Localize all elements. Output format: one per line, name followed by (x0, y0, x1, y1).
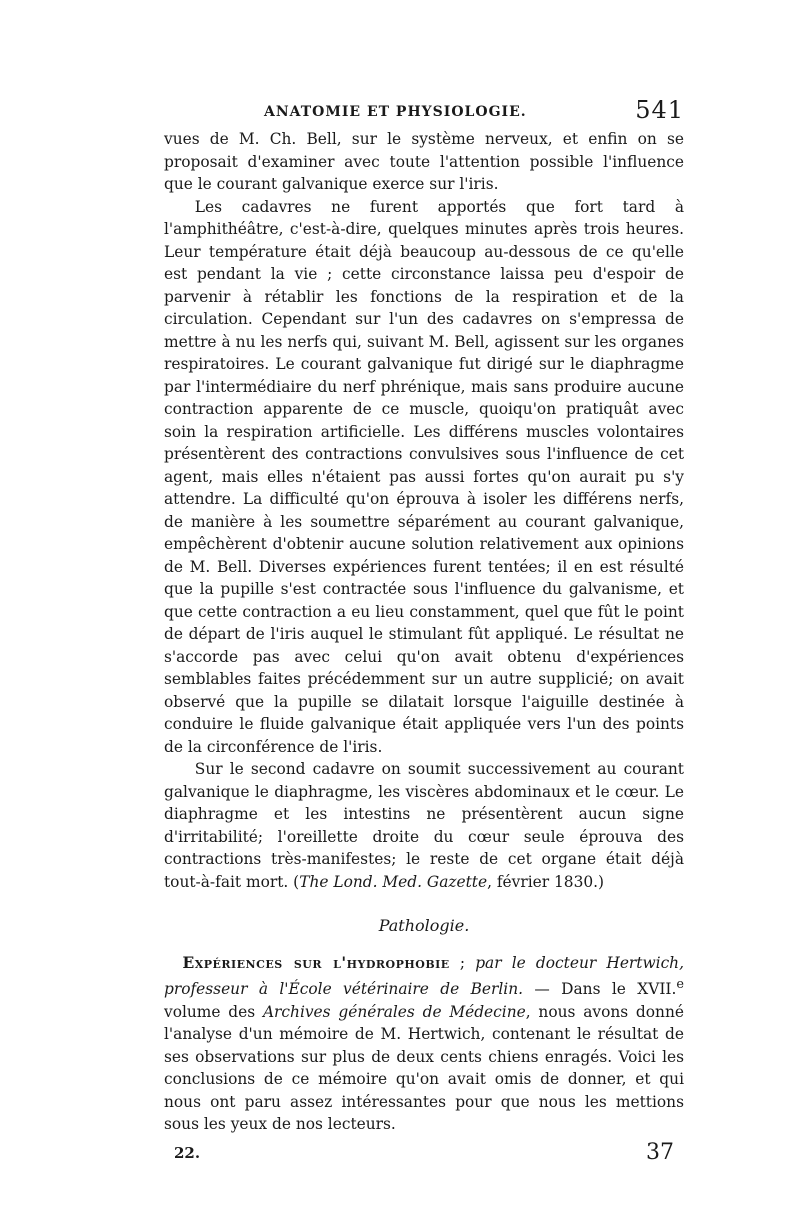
signature-mark: 22. (174, 1143, 201, 1162)
article-byline: par le docteur Hertwich, professeur à l'École vétérinaire de Berlin. (164, 953, 684, 999)
article-title: Expériences sur l'hydrophobie (182, 953, 450, 972)
page-footer (164, 1139, 684, 1170)
citation-date: , février 1830.) (487, 872, 605, 891)
section-title: Pathologie. (378, 916, 470, 935)
article-text: — Dans le XVII. (523, 980, 677, 999)
superscript: e (676, 977, 684, 992)
paragraph (164, 758, 684, 893)
paragraph-text: Sur le second cadavre on soumit successivement au courant galvanique le diaphragme, les viscères abdominaux et le cœur. Le diaphragme et les intestins ne présentèrent aucun signe d'irritabilité; l'oreillette droite du cœur seule éprouva des contractions très-manifestes; le reste de cet organe était déjà tout-à-fait mort. ( (164, 760, 684, 891)
footer-folio: 37 (646, 1139, 674, 1165)
page-number: 541 (635, 96, 684, 124)
body-text (164, 128, 684, 1136)
journal-title: Archives générales de Médecine (262, 1002, 526, 1021)
header-title: ANATOMIE ET PHYSIOLOGIE. (264, 104, 527, 120)
article-separator: ; (449, 953, 476, 972)
running-header (164, 98, 684, 128)
paragraph: Les cadavres ne furent apportés que fort tard à l'amphithéâtre, c'est-à-dire, quelques minutes après trois heures. Leur température était déjà beaucoup au-dessous de ce qu'elle est pendant la vie ; cette circonstance laissa peu d'espoir de parvenir à rétablir les fonctions de la respiration et de la circulation. Cependant sur l'un des cadavres on s'empressa de mettre à nu les nerfs qui, suivant M. Bell, agissent sur les organes respiratoires. Le courant galvanique fut dirigé sur le diaphragme par l'intermédiaire du nerf phrénique, mais sans produire aucune contraction apparente de ce muscle, quoiqu'on pratiquât avec soin la respiration artificielle. Les différens muscles volontaires présentèrent des contractions convulsives sous l'influence de cet agent, mais elles n'étaient pas aussi fortes qu'on aurait pu s'y attendre. La difficulté qu'on éprouva à isoler les différens nerfs, de manière à les soumettre séparément au courant galvanique, empêchèrent d'obtenir aucune solution relativement aux opinions de M. Bell. Diverses expériences furent tentées; il en est résulté que la pupille s'est contractée sous l'influence du galvanisme, et que cette contraction a eu lieu constamment, quel que fût le point de départ de l'iris auquel le stimulant fût appliqué. Le résultat ne s'accorde pas avec celui qu'on avait obtenu d'expériences semblables faites précédemment sur un autre supplicié; on avait observé que la pupille se dilatait lorsque l'aiguille destinée à conduire le fluide galvanique était appliquée vers l'un des points de la circonférence de l'iris. (164, 197, 684, 756)
article-text: volume des (164, 1002, 263, 1021)
article-text: , nous avons donné l'analyse d'un mémoire de M. Hertwich, contenant le résultat de ses observations sur plus de deux cents chiens enragés. Voici les conclusions de ce mémoire qu'on avait omis de donner, et qui nous ont paru assez intéressantes pour que nous les mettions sous les yeux de nos lecteurs. (164, 1002, 684, 1134)
article-paragraph (164, 952, 684, 1136)
page (164, 98, 684, 1170)
citation-journal: The Lond. Med. Gazette (299, 872, 488, 891)
paragraph: vues de M. Ch. Bell, sur le système nerveux, et enfin on se proposait d'examiner avec toute l'attention possible l'influence que le courant galvanique exerce sur l'iris. (164, 130, 684, 193)
